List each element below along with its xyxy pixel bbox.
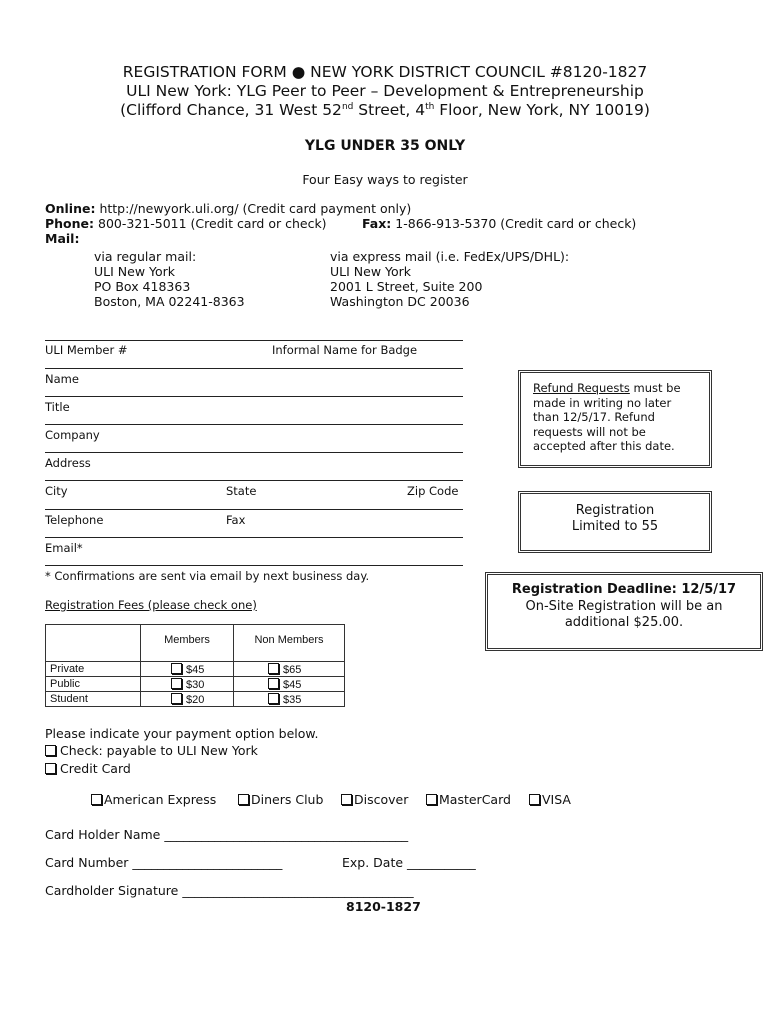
card-label: American Express (104, 792, 217, 807)
credit-option[interactable] (45, 761, 131, 776)
fax-line (362, 216, 636, 231)
fax-text: 1-866-913-5370 (Credit card or check) (391, 216, 637, 231)
card-holder-label: Card Holder Name (45, 827, 165, 842)
card-label: Diners Club (251, 792, 324, 807)
refund-line: accepted after this date. (533, 439, 675, 453)
member-fee-option[interactable] (141, 662, 234, 677)
form-code: 8120-1827 (346, 899, 421, 914)
location-sup-1: nd (341, 101, 354, 112)
fee-type: Private (46, 662, 141, 677)
refund-line: than 12/5/17. Refund (533, 410, 655, 424)
state-label: State (226, 484, 257, 498)
nonmember-fee-option[interactable] (234, 677, 345, 692)
refund-title: Refund Requests (533, 381, 630, 395)
title-field-line[interactable] (45, 396, 463, 397)
member-fee: $20 (186, 693, 205, 706)
table-row (46, 692, 345, 707)
location-part-a: (Clifford Chance, 31 West 52 (120, 101, 342, 119)
checkbox-icon[interactable] (238, 794, 249, 805)
limit-line-2: Limited to 55 (571, 519, 659, 534)
card-number-label: Card Number (45, 855, 133, 870)
member-field-line[interactable] (45, 340, 463, 341)
name-field-line[interactable] (45, 368, 463, 369)
fees-heading: Registration Fees (please check one) (45, 598, 257, 612)
refund-line: made in writing no later (533, 395, 672, 410)
confirm-line[interactable] (45, 565, 463, 566)
member-fee-option[interactable] (141, 692, 234, 707)
regular-line: via regular mail: (94, 249, 197, 264)
location-part-b: Street, 4 (353, 101, 426, 119)
checkbox-icon[interactable] (268, 678, 279, 689)
signature-row (45, 883, 414, 898)
checkbox-icon[interactable] (426, 794, 437, 805)
regular-line: Boston, MA 02241-8363 (94, 294, 245, 309)
deadline-box (485, 572, 763, 651)
company-label: Company (45, 428, 100, 442)
member-fee-option[interactable] (141, 677, 234, 692)
card-label: VISA (542, 792, 571, 807)
checkbox-icon[interactable] (45, 763, 56, 774)
credit-label: Credit Card (60, 761, 131, 776)
deadline-line-3: additional $25.00. (564, 615, 684, 630)
phone-line (45, 216, 327, 231)
exp-date-label: Exp. Date (342, 855, 408, 870)
city-label: City (45, 484, 68, 498)
refund-line: requests will not be (533, 424, 646, 439)
card-holder-field[interactable]: _______________________________________ (164, 827, 409, 842)
nonmember-fee: $35 (283, 693, 302, 706)
city-field-line[interactable] (45, 480, 463, 481)
card-number-field[interactable]: ________________________ (132, 855, 283, 870)
limit-box (518, 491, 712, 553)
fees-table (45, 624, 345, 707)
phone-label: Phone: (45, 216, 95, 231)
express-line: ULI New York (330, 264, 412, 279)
refund-t1: must be (629, 381, 681, 395)
card-number-row (45, 855, 282, 870)
location-sup-2: th (425, 101, 435, 112)
checkbox-icon[interactable] (529, 794, 540, 805)
badge-label: Informal Name for Badge (272, 343, 418, 357)
signature-label: Cardholder Signature (45, 883, 183, 898)
online-label: Online: (45, 201, 96, 216)
nonmember-fee: $45 (283, 678, 302, 691)
title-label: Title (45, 400, 70, 414)
location-part-c: Floor, New York, NY 10019) (434, 101, 650, 119)
card-label: MasterCard (439, 792, 511, 807)
nonmember-fee-option[interactable] (234, 692, 345, 707)
telephone-field-line[interactable] (45, 509, 463, 510)
card-holder-row (45, 827, 408, 842)
address-field-line[interactable] (45, 452, 463, 453)
member-label: ULI Member # (45, 343, 128, 357)
limit-line-1: Registration (575, 503, 655, 518)
checkbox-icon[interactable] (91, 794, 102, 805)
fax-field-label: Fax (226, 513, 246, 527)
confirmation-note: * Confirmations are sent via email by next business day. (45, 569, 370, 583)
deadline-title: Registration Deadline: 12/5/17 (511, 582, 737, 597)
deadline-line-2: On-Site Registration will be an (525, 598, 723, 614)
checkbox-icon[interactable] (341, 794, 352, 805)
checkbox-icon[interactable] (268, 663, 279, 674)
refund-box (518, 370, 712, 468)
event-location (0, 101, 770, 120)
express-mail-address (330, 249, 569, 309)
card-diners-option[interactable] (238, 792, 323, 807)
zip-label: Zip Code (407, 484, 459, 498)
checkbox-icon[interactable] (171, 678, 182, 689)
exp-date-field[interactable]: ___________ (407, 855, 476, 870)
exp-date-row (342, 855, 476, 870)
refund-line (533, 381, 681, 396)
fax-label: Fax: (362, 216, 392, 231)
checkbox-icon[interactable] (45, 745, 56, 756)
regular-line: ULI New York (94, 264, 176, 279)
check-label: Check: payable to ULI New York (60, 743, 258, 758)
checkbox-icon[interactable] (171, 693, 182, 704)
event-title: ULI New York: YLG Peer to Peer – Development & Entrepreneurship (126, 82, 644, 100)
fees-header-row (46, 625, 345, 662)
intro-text: Four Easy ways to register (302, 172, 468, 187)
member-fee: $45 (186, 663, 205, 676)
address-label: Address (45, 456, 91, 470)
subtitle: YLG UNDER 35 ONLY (304, 138, 466, 154)
regular-line: PO Box 418363 (94, 279, 191, 294)
name-label: Name (45, 372, 79, 386)
phone-text: 800-321-5011 (Credit card or check) (94, 216, 327, 231)
card-discover-option[interactable] (341, 792, 408, 807)
member-fee: $30 (186, 678, 205, 691)
table-row (46, 662, 345, 677)
fee-type: Public (46, 677, 141, 692)
express-line: Washington DC 20036 (330, 294, 470, 309)
online-text: http://newyork.uli.org/ (Credit card payment only) (95, 201, 412, 216)
form-title: REGISTRATION FORM ● NEW YORK DISTRICT COUNCIL #8120-1827 (122, 63, 648, 81)
check-option[interactable] (45, 743, 258, 758)
email-field-line[interactable] (45, 537, 463, 538)
card-mastercard-option[interactable] (426, 792, 511, 807)
members-header: Members (141, 625, 234, 662)
refund-text (533, 381, 681, 454)
signature-field[interactable]: _____________________________________ (182, 883, 414, 898)
telephone-label: Telephone (45, 513, 104, 527)
nonmember-fee: $65 (283, 663, 302, 676)
card-visa-option[interactable] (529, 792, 571, 807)
mail-label: Mail: (45, 231, 80, 246)
card-label: Discover (354, 792, 409, 807)
fee-type: Student (46, 692, 141, 707)
nonmember-fee-option[interactable] (234, 662, 345, 677)
nonmembers-header: Non Members (234, 625, 345, 662)
regular-mail-address (94, 249, 245, 309)
company-field-line[interactable] (45, 424, 463, 425)
email-label: Email* (45, 541, 83, 555)
table-row (46, 677, 345, 692)
payment-intro: Please indicate your payment option below. (45, 726, 319, 741)
checkbox-icon[interactable] (171, 663, 182, 674)
fees-corner-cell (46, 625, 141, 662)
online-line (45, 201, 411, 216)
card-amex-option[interactable] (91, 792, 216, 807)
express-line: via express mail (i.e. FedEx/UPS/DHL): (330, 249, 570, 264)
express-line: 2001 L Street, Suite 200 (330, 279, 483, 294)
checkbox-icon[interactable] (268, 693, 279, 704)
